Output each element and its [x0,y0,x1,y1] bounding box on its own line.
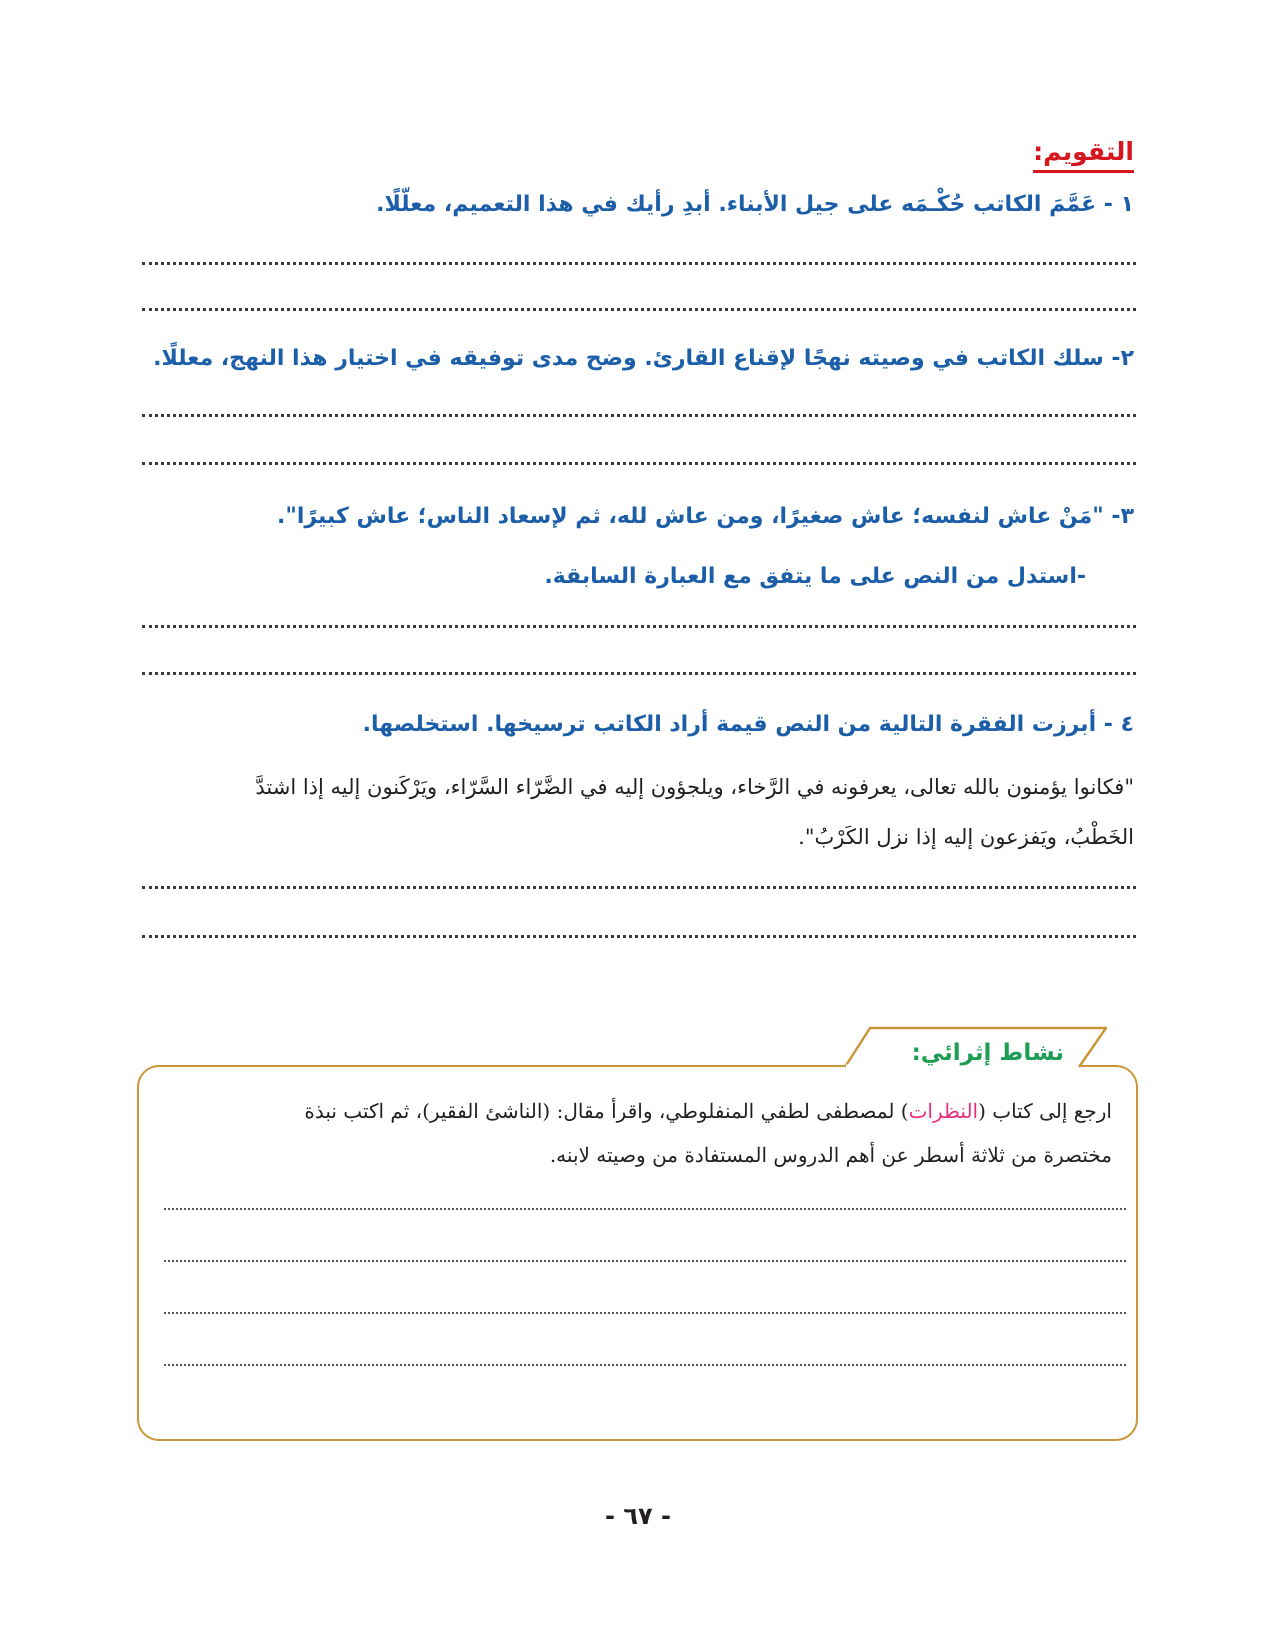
quote-line-1: "فكانوا يؤمنون بالله تعالى، يعرفونه في الرَّخاء، ويلجؤون إليه في الضَّرّاء السَّرّاء، ويَرْكَنون إليه إذا اشتدَّ [255,775,1134,799]
activity-answer-line[interactable] [164,1364,1126,1366]
activity-text: ) لمصطفى لطفي المنفلوطي، واقرأ مقال: (الناشئ الفقير)، ثم اكتب نبذة [304,1099,909,1123]
activity-answer-line[interactable] [164,1260,1126,1262]
question-3: ٣- "مَنْ عاش لنفسه؛ عاش صغيرًا، ومن عاش لله، ثم لإسعاد الناس؛ عاش كبيرًا". [277,504,1134,529]
book-title: النظرات [908,1099,979,1123]
question-3-instruction: -استدل من النص على ما يتفق مع العبارة السابقة. [544,564,1086,589]
question-1: ١ - عَمَّمَ الكاتب حُكْـمَه على جيل الأبناء. أبدِ رأيك في هذا التعميم، معلّلًا. [376,192,1134,217]
page-number: - ٦٧ - [605,1502,671,1530]
question-2: ٢- سلك الكاتب في وصيته نهجًا لإقناع القارئ. وضح مدى توفيقه في اختيار هذا النهج، معللًا. [153,346,1134,371]
enrichment-label: نشاط إثرائي: [911,1040,1064,1066]
activity-answer-line[interactable] [164,1208,1126,1210]
quote-line-2: الخَطْبُ، ويَفزعون إليه إذا نزل الكَرْبُ". [798,825,1134,849]
activity-line-2: مختصرة من ثلاثة أسطر عن أهم الدروس المستفادة من وصيته لابنه. [549,1143,1112,1167]
activity-answer-line[interactable] [164,1312,1126,1314]
question-4: ٤ - أبرزت الفقرة التالية من النص قيمة أراد الكاتب ترسيخها. استخلصها. [362,712,1134,737]
activity-text: ارجع إلى كتاب ( [978,1099,1112,1123]
section-heading: التقويم: [1033,136,1134,173]
activity-line-1 [170,1088,1112,1134]
